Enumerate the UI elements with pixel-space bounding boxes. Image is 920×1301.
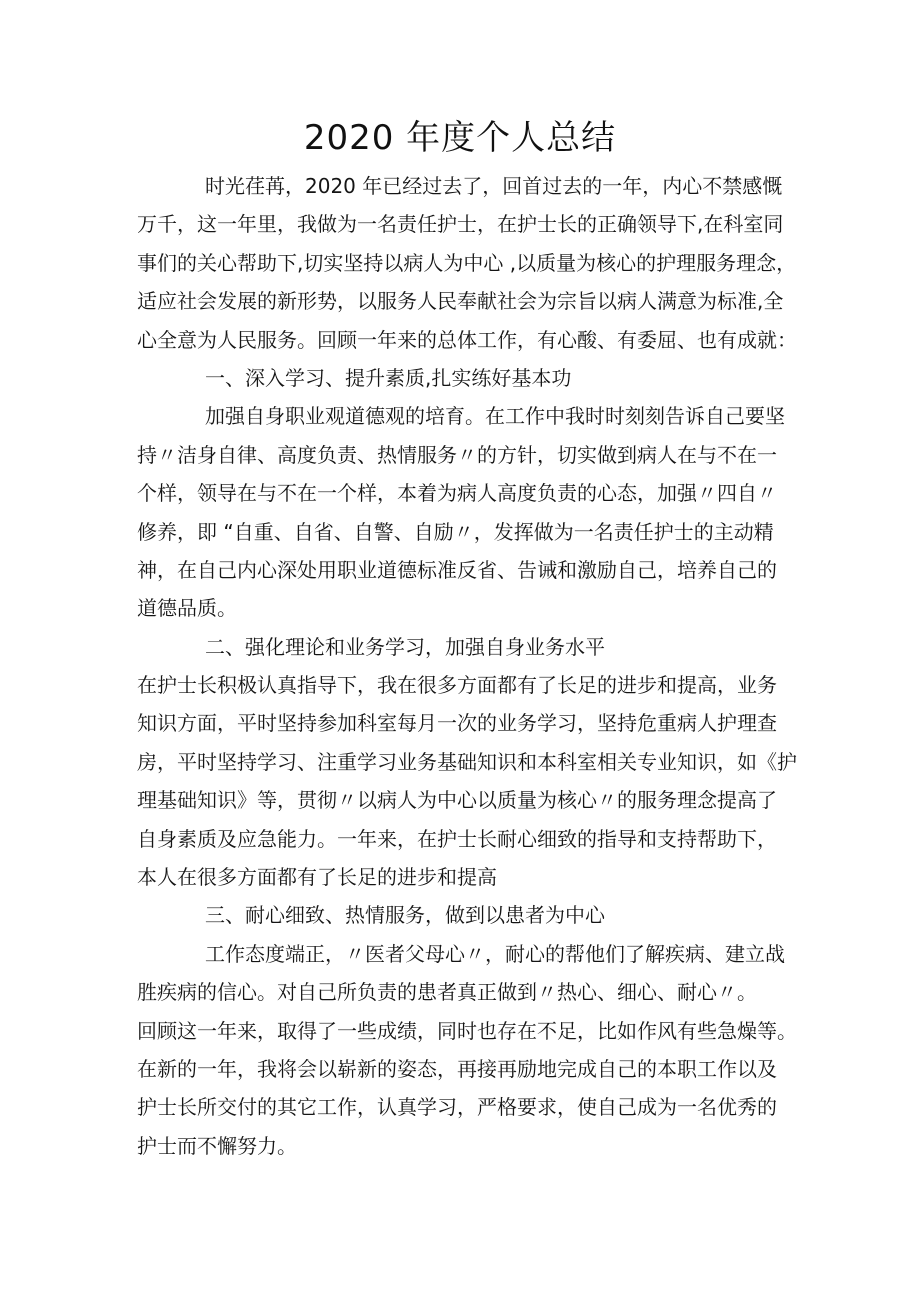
body-line: 万千，这一年里，我做为一名责任护士，在护士长的正确领导下,在科室同 xyxy=(137,212,784,237)
body-line: 二、强化理论和业务学习，加强自身业务水平 xyxy=(205,634,605,659)
body-line: 在护士长积极认真指导下，我在很多方面都有了长足的进步和提高，业务 xyxy=(137,673,777,698)
body-line: 本人在很多方面都有了长足的进步和提高 xyxy=(137,865,497,890)
body-line: 自身素质及应急能力。一年来，在护士长耐心细致的指导和支持帮助下， xyxy=(137,826,777,851)
body-line: 工作态度端正，〃医者父母心〃，耐心的帮他们了解疾病、建立战 xyxy=(205,941,785,966)
body-line: 道德品质。 xyxy=(137,596,237,621)
body-line: 回顾这一年来，取得了一些成绩，同时也存在不足，比如作风有些急燥等。 xyxy=(137,1018,797,1043)
body-line: 在新的一年，我将会以崭新的姿态，再接再励地完成自己的本职工作以及 xyxy=(137,1056,777,1081)
body-line: 加强自身职业观道德观的培育。在工作中我时时刻刻告诉自己要坚 xyxy=(205,404,785,429)
body-line: 知识方面，平时坚持参加科室每月一次的业务学习，坚持危重病人护理查 xyxy=(137,711,777,736)
body-line: 一、深入学习、提升素质,扎实练好基本功 xyxy=(205,365,572,390)
body-line: 理基础知识》等，贯彻〃以病人为中心以质量为核心〃的服务理念提高了 xyxy=(137,788,777,813)
document-title: 2020 年度个人总结 xyxy=(303,118,617,158)
body-line: 胜疾病的信心。对自己所负责的患者真正做到〃热心、细心、耐心〃。 xyxy=(137,980,757,1005)
body-line: 事们的关心帮助下,切实坚持以病人为中心 ,以质量为核心的护理服务理念， xyxy=(137,250,797,275)
body-line: 心全意为人民服务。回顾一年来的总体工作，有心酸、有委屈、也有成就： xyxy=(137,327,797,352)
document-body xyxy=(137,167,817,1165)
body-line: 护士而不懈努力。 xyxy=(137,1133,297,1158)
body-line: 三、耐心细致、热情服务，做到以患者为中心 xyxy=(205,903,605,928)
body-line: 个样，领导在与不在一个样，本着为病人高度负责的心态，加强〃四自〃 xyxy=(137,481,777,506)
body-line: 房，平时坚持学习、注重学习业务基础知识和本科室相关专业知识，如《护 xyxy=(137,749,797,774)
body-line: 时光荏苒，2020 年已经过去了，回首过去的一年，内心不禁感慨 xyxy=(205,174,783,198)
body-line: 护士长所交付的其它工作，认真学习，严格要求，使自己成为一名优秀的 xyxy=(137,1095,777,1120)
body-line: 神，在自己内心深处用职业道德标准反省、告诫和激励自己，培养自己的 xyxy=(137,557,777,582)
body-line: 修养，即 “自重、自省、自警、自励〃，发挥做为一名责任护士的主动精 xyxy=(137,519,774,544)
body-line: 适应社会发展的新形势，以服务人民奉献社会为宗旨以病人满意为标准,全 xyxy=(137,289,784,314)
body-line: 持〃洁身自律、高度负责、热情服务〃的方针，切实做到病人在与不在一 xyxy=(137,442,777,467)
